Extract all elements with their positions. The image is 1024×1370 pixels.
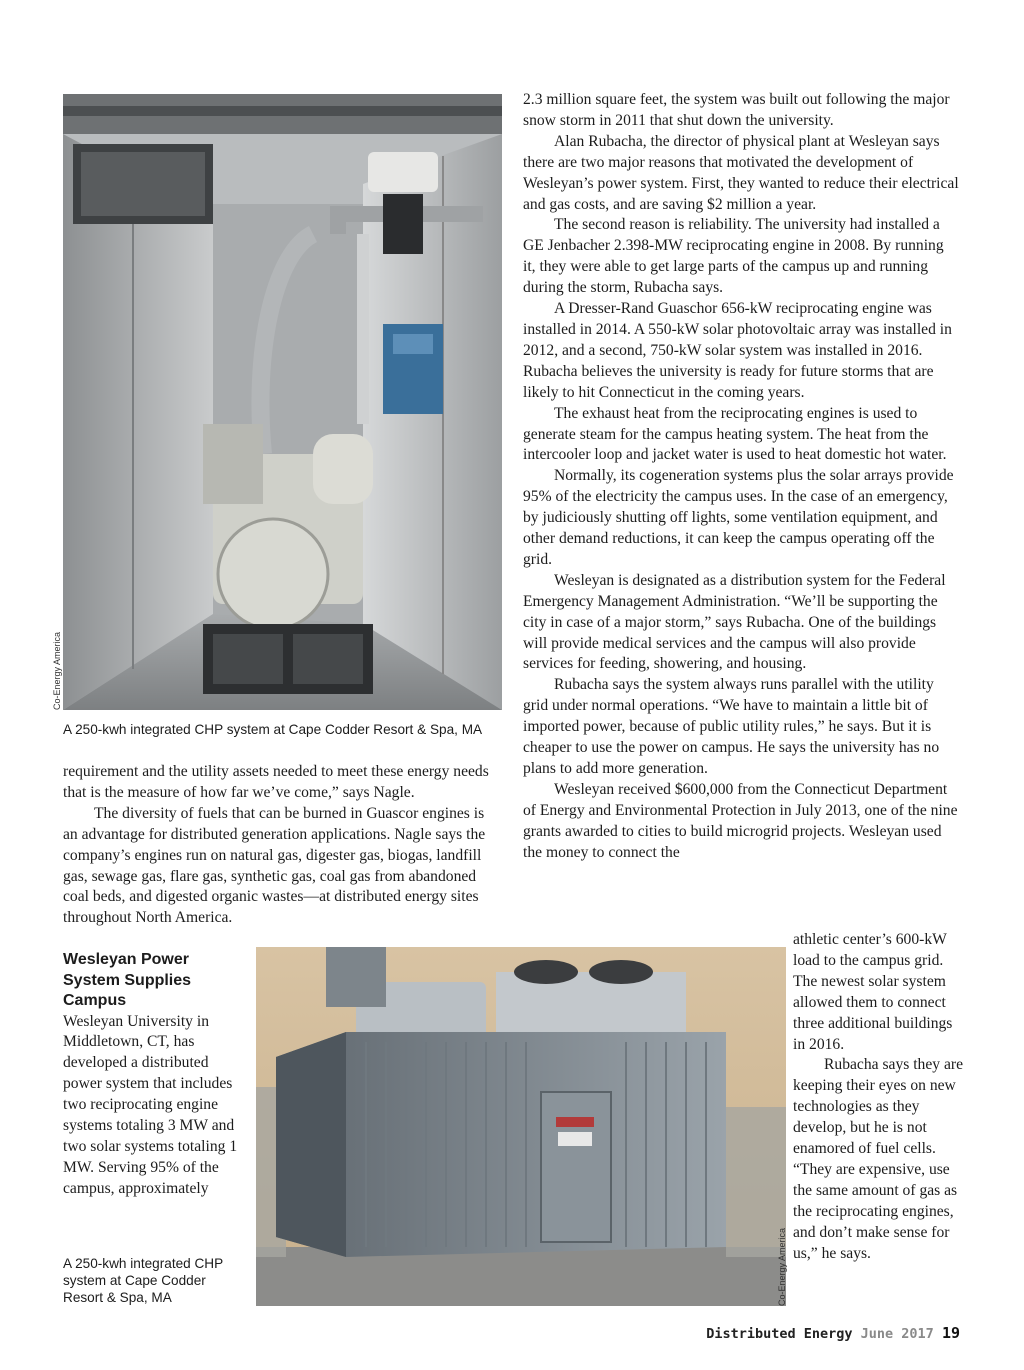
body-paragraph: The exhaust heat from the reciprocating engines is used to generate steam for the campus heating system. The heat from the intercooler loop and jacket water is used to heat domestic hot water. xyxy=(523,404,947,464)
body-paragraph: Normally, its cogeneration systems plus the solar arrays provide 95% of the electricity the campus uses. In the case of an emergency, by judiciously shutting off lights, some ventilation equipment, and other demand reductions, it can keep the campus operating off the grid. xyxy=(523,467,954,568)
page-footer xyxy=(706,1324,960,1342)
body-paragraph: Rubacha says they are keeping their eyes on new technologies as they develop, but he is not enamored of fuel cells. “They are expensive, use the same amount of gas as the reciprocating engines, and don’t make sense for us,” he says. xyxy=(793,1056,963,1262)
body-paragraph: Alan Rubacha, the director of physical plant at Wesleyan says there are two major reasons that motivated the development of Wesleyan’s power system. First, they wanted to reduce their electrical and gas costs, and are saving $2 million a year. xyxy=(523,132,959,213)
issue-date: June 2017 xyxy=(860,1326,934,1342)
wrap-column xyxy=(793,930,963,1265)
body-paragraph: Wesleyan is designated as a distribution system for the Federal Emergency Management Administration. “We’ll be supporting the city in case of a major storm,” says Rubacha. One of the buildings will provide medical services and the campus will also provide services for feeding, showering, and housing. xyxy=(523,571,946,673)
photo2-credit: Co-Energy America xyxy=(777,1227,787,1306)
photo2-caption: A 250-kwh integrated CHP system at Cape Codder Resort & Spa, MA xyxy=(63,1256,223,1305)
body-paragraph: A Dresser-Rand Guaschor 656-kW reciprocating engine was installed in 2014. A 550-kW solar photovoltaic array was installed in 2012, and a second, 750-kW solar system was installed in 2016. Rubacha believes the university is ready for future storms that are likely to hit Connecticut in the coming years. xyxy=(523,300,952,401)
sidebar xyxy=(63,950,243,1200)
chp-container-illustration xyxy=(256,947,786,1306)
body-paragraph: requirement and the utility assets needed to meet these energy needs that is the measure of how far we’ve come,” says Nagle. xyxy=(63,763,489,801)
photo-chp-container xyxy=(256,947,786,1306)
photo1-caption: A 250-kwh integrated CHP system at Cape Codder Resort & Spa, MA xyxy=(63,722,483,737)
publication-name: Distributed Energy xyxy=(706,1326,853,1342)
sidebar-text: Wesleyan University in Middletown, CT, has developed a distributed power system that includes two reciprocating engine systems totaling 3 MW and two solar systems totaling 1 MW. Serving 95% of the campus, approximately xyxy=(63,1012,238,1197)
sidebar-heading: Wesleyan Power System Supplies Campus xyxy=(63,951,192,1009)
body-paragraph: 2.3 million square feet, the system was built out following the major snow storm in 2011 that shut down the university. xyxy=(523,91,950,129)
photo1-credit: Co-Energy America xyxy=(52,631,62,710)
body-paragraph: The diversity of fuels that can be burned in Guascor engines is an advantage for distributed generation applications. Nagle says the company’s engines run on natural gas, digester gas, biogas, landfill gas, sewage gas, flare gas, synthetic gas, coal gas from abandoned coal beds, and digested organic wastes—at distributed energy sites throughout North America. xyxy=(63,804,486,927)
body-paragraph: The second reason is reliability. The university had installed a GE Jenbacher 2.398-MW reciprocating engine in 2008. By running it, they were able to get large parts of the campus up and running during the storm, Rubacha says. xyxy=(523,216,944,297)
body-paragraph: Wesleyan received $600,000 from the Connecticut Department of Energy and Environmental Protection in July 2013, one of the nine grants awarded to cities to build microgrid projects. Wesleyan used the money to connect the xyxy=(523,780,958,861)
body-paragraph: athletic center’s 600-kW load to the campus grid. The newest solar system allowed them to connect three additional buildings in 2016. xyxy=(793,931,953,1053)
photo-chp-interior xyxy=(63,94,502,710)
page-number: 19 xyxy=(941,1324,960,1342)
right-column xyxy=(523,90,960,864)
body-paragraph: Rubacha says the system always runs parallel with the utility grid under normal operations. “We have to maintain a little bit of imported power, because of public utility rules,” he says. But it is cheaper to use the power on campus. He says the university has no plans to add more generation. xyxy=(523,676,940,777)
left-column xyxy=(63,762,500,929)
chp-interior-illustration xyxy=(63,94,502,710)
